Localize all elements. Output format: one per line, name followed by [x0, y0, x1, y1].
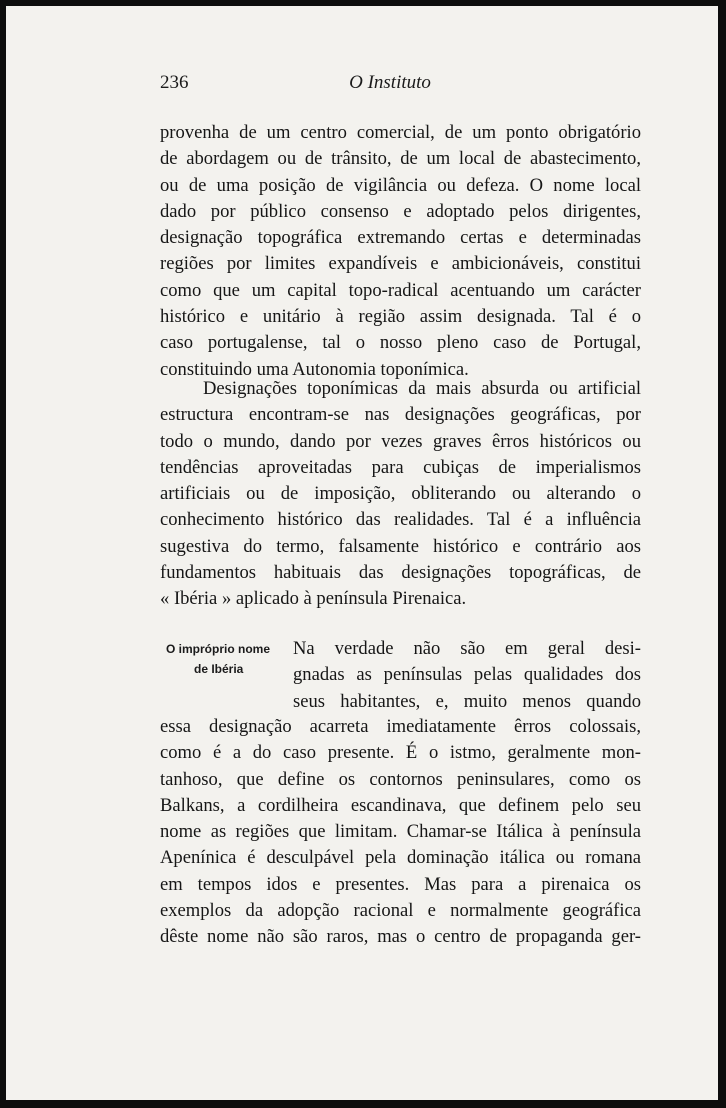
- text-line: estructura encontram-se nas designações geográficas, por: [160, 404, 641, 426]
- text-line: Balkans, a cordilheira escandinava, que definem pelo seu: [160, 794, 641, 816]
- text-line: essa designação acarreta imediatamente êrros colossais,: [160, 716, 641, 737]
- text-line: gnadas as penínsulas pelas qualidades dos: [293, 664, 641, 686]
- text-line: todo o mundo, dando por vezes graves êrros históricos ou: [160, 430, 641, 452]
- text-line: conhecimento histórico das realidades. Tal é a influência: [160, 509, 641, 531]
- text-line: fundamentos habituais das designações topográficas, de: [160, 562, 641, 584]
- text-line: designação topográfica extremando certas e determinadas: [160, 227, 641, 249]
- margin-note: [166, 639, 286, 679]
- text-line: ou de uma posição de vigilância ou defeza. O nome local: [160, 174, 641, 196]
- text-line: como que um capital topo-radical acentuando um carácter: [160, 279, 641, 301]
- text-line: nome as regiões que limitam. Chamar-se Itálica à península: [160, 821, 641, 843]
- paragraph-3-opening: [293, 636, 641, 715]
- text-line: de abordagem ou de trânsito, de um local de abastecimento,: [160, 148, 641, 170]
- book-page: [6, 6, 718, 1100]
- margin-note-line: de Ibéria: [194, 662, 244, 676]
- text-line: tendências aproveitadas para cubiças de imperialismos: [160, 456, 641, 478]
- text-line: constituindo uma Autonomia toponímica.: [160, 358, 469, 380]
- text-line: artificiais ou de imposição, obliterando ou alterando o: [160, 483, 641, 505]
- text-line: caso portugalense, tal o nosso pleno caso de Portugal,: [160, 332, 641, 354]
- text-line: tanhoso, que define os contornos peninsulares, como os: [160, 768, 641, 790]
- running-title: O Instituto: [349, 72, 431, 93]
- text-line: exemplos da adopção racional e normalmente geográfica: [160, 900, 641, 922]
- text-line: « Ibéria » aplicado à península Pirenaica.: [160, 588, 467, 610]
- text-line: sugestiva do termo, falsamente histórico e contrário aos: [160, 535, 641, 557]
- page-number: 236: [160, 72, 189, 93]
- paragraph-1: [160, 120, 641, 383]
- text-line: dêste nome não são raros, mas o centro de propaganda ger-: [160, 926, 641, 948]
- paragraph-2: [160, 376, 641, 613]
- text-line: provenha de um centro comercial, de um ponto obrigatório: [160, 122, 641, 143]
- paragraph-3: [160, 714, 641, 951]
- text-line: Apenínica é desculpável pela dominação itálica ou romana: [160, 847, 641, 869]
- text-line: Designações toponímicas da mais absurda ou artificial: [203, 378, 641, 399]
- text-line: histórico e unitário à região assim designada. Tal é o: [160, 306, 641, 328]
- text-line: Na verdade não são em geral desi-: [293, 638, 641, 659]
- text-line: regiões por limites expandíveis e ambicionáveis, constitui: [160, 253, 641, 275]
- text-line: como é a do caso presente. É o istmo, geralmente mon-: [160, 742, 641, 764]
- text-line: seus habitantes, e, muito menos quando: [293, 690, 641, 712]
- page-header: [160, 72, 640, 102]
- margin-note-line: O impróprio nome: [166, 642, 271, 656]
- text-line: em tempos idos e presentes. Mas para a pirenaica os: [160, 873, 641, 895]
- text-line: dado por público consenso e adoptado pelos dirigentes,: [160, 200, 641, 222]
